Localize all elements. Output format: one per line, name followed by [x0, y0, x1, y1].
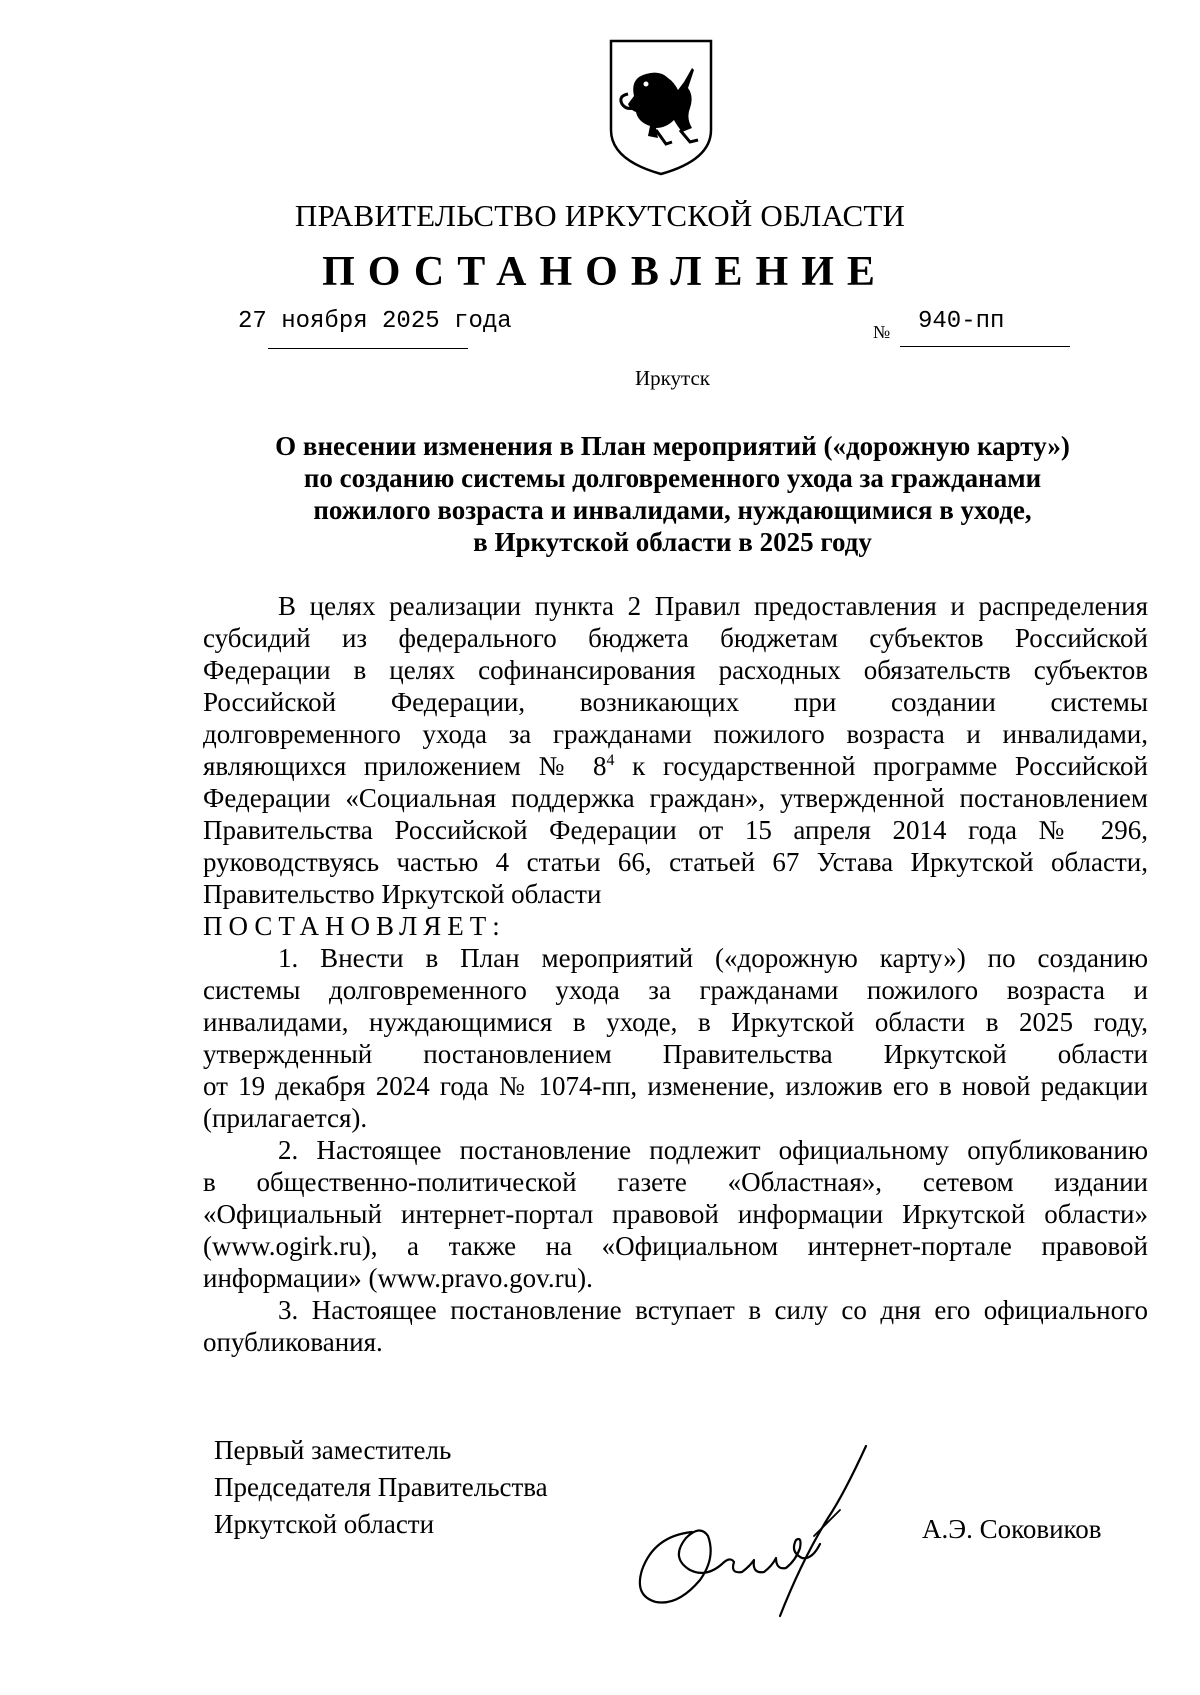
- position-line: Первый заместитель: [214, 1435, 452, 1465]
- item-2-line: (www.ogirk.ru), а также на «Официальном интернет-портале правовой: [203, 1231, 1148, 1261]
- number-sign: №: [873, 322, 891, 342]
- item-1-line: системы долговременного ухода за гражданами пожилого возраста и: [203, 975, 1148, 1005]
- body-line: Российской Федерации, возникающих при создании системы: [203, 687, 1148, 717]
- title-line: в Иркутской области в 2025 году: [473, 527, 872, 557]
- body-text: к государственной программе Российской: [614, 751, 1148, 781]
- title-line: по созданию системы долговременного ухода за гражданами: [303, 463, 1042, 493]
- position-line: Председателя Правительства: [214, 1472, 548, 1502]
- item-2-line: 2. Настоящее постановление подлежит официальному опубликованию: [278, 1135, 1148, 1165]
- item-2-line: в общественно-политической газете «Областная», сетевом издании: [203, 1167, 1148, 1197]
- irkutsk-coat-of-arms-icon: [608, 38, 714, 178]
- organization-name: ПРАВИТЕЛЬСТВО ИРКУТСКОЙ ОБЛАСТИ: [294, 198, 906, 233]
- date-underline: [268, 348, 468, 349]
- signer-name: А.Э. Соковиков: [922, 1514, 1102, 1544]
- body-line: [203, 750, 1148, 782]
- signer-position: [214, 1432, 548, 1543]
- number-underline: [900, 346, 1070, 347]
- superscript: 4: [606, 752, 615, 769]
- document-city: Иркутск: [634, 366, 711, 390]
- body-line: руководствуясь частью 4 статьи 66, статьей 67 Устава Иркутской области,: [203, 847, 1148, 877]
- body-line: Федерации в целях софинансирования расходных обязательств субъектов: [203, 655, 1148, 685]
- document-body: [203, 590, 1148, 1358]
- handwritten-signature: [630, 1440, 890, 1640]
- item-2-line: «Официальный интернет-портал правовой информации Иркутской области»: [203, 1199, 1148, 1229]
- body-line: долговременного ухода за гражданами пожилого возраста и инвалидами,: [203, 719, 1148, 749]
- item-2-line: информации» (www.pravo.gov.ru).: [203, 1263, 593, 1293]
- item-1-line: (прилагается).: [203, 1103, 368, 1133]
- item-3-line: опубликования.: [203, 1327, 383, 1357]
- document-type: ПОСТАНОВЛЕНИЕ: [322, 249, 888, 295]
- document-number: 940-пп: [918, 308, 1005, 335]
- body-line: Правительство Иркутской области: [203, 879, 602, 909]
- item-1-line: инвалидами, нуждающимися в уходе, в Иркутской области в 2025 году,: [203, 1007, 1148, 1037]
- body-line: субсидий из федерального бюджета бюджетам субъектов Российской: [203, 623, 1148, 653]
- body-text: являющихся приложением № 8: [203, 751, 607, 781]
- document-date: 27 ноября 2025 года: [238, 308, 512, 335]
- title-line: О внесении изменения в План мероприятий («дорожную карту»): [275, 431, 1070, 461]
- body-line: Федерации «Социальная поддержка граждан», утвержденной постановлением: [203, 783, 1148, 813]
- item-1-line: от 19 декабря 2024 года № 1074-пп, изменение, изложив его в новой редакции: [203, 1071, 1148, 1101]
- resolve-word: ПОСТАНОВЛЯЕТ:: [203, 911, 506, 941]
- item-1-line: утвержденный постановлением Правительства Иркутской области: [203, 1039, 1148, 1069]
- body-line: Правительства Российской Федерации от 15 апреля 2014 года № 296,: [203, 815, 1148, 845]
- document-title: [200, 430, 1145, 558]
- body-line: В целях реализации пункта 2 Правил предоставления и распределения: [278, 591, 1148, 621]
- item-1-line: 1. Внести в План мероприятий («дорожную карту») по созданию: [278, 943, 1148, 973]
- item-3-line: 3. Настоящее постановление вступает в силу со дня его официального: [278, 1295, 1148, 1325]
- position-line: Иркутской области: [214, 1509, 435, 1539]
- title-line: пожилого возраста и инвалидами, нуждающимися в уходе,: [313, 495, 1032, 525]
